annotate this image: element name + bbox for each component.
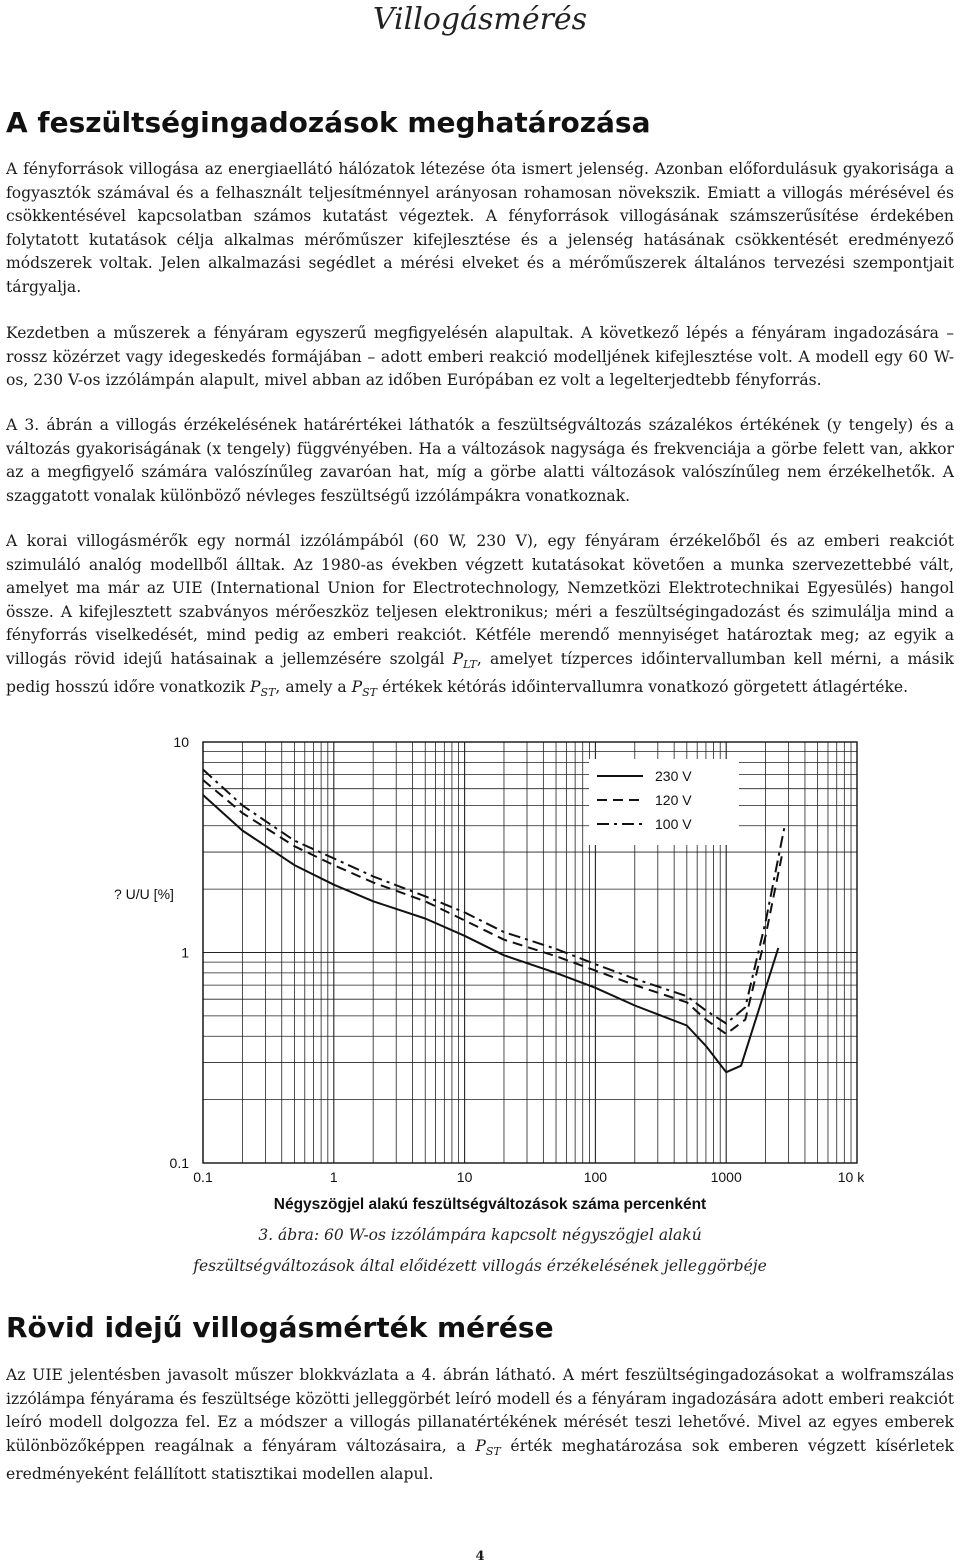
x-tick-label: 1 <box>329 1169 338 1185</box>
x-tick-label: 100 <box>583 1169 608 1185</box>
x-tick-label: 10 <box>456 1169 473 1185</box>
symbol-pst-1 <box>250 678 276 700</box>
flickermeter-text-c: , amely a <box>275 678 352 697</box>
flickermeter-text-a: A korai villogásmérők egy normál izzólámpából (60 W, 230 V), egy fényáram érzékelőből és az emberi reakciót szimuláló analóg modellből álltak. Az 1980-as években végzett kutatásokat követően a munka szervezettebbé vált, amelyet ma már az UIE (International Union for Electrotechnology, Nemzetközi Elektrotechnikai Egyesülés) hangol össze. A kifejlesztett szabványos mérőeszköz teljesen elektronikus; méri a feszültségingadozást és szimulálja mind a fényforrás viselkedését, mind pedig az emberi reakciót. Kétféle merendő mennyiséget határoztak meg; az egyik a villogás rövid idejű hatásainak a jellemzésére szolgál <box>6 532 954 668</box>
flickermeter-text-b: , amelyet tízperces időintervallumban kell mérni, a másik pedig hosszú időre vonatkozik <box>6 649 954 697</box>
symbol-pst-2-sub: ST <box>362 686 378 700</box>
paragraph-flickermeters <box>6 530 954 705</box>
intro-part-b: A fényforrások villogásának számszerűsítése érdekében folytatott kutatások célja alkalmas mérőműszer kifejlesztése és a jelenség hatásának csökkentését eredményező módszerek voltak. Jelen alkalmazási segédlet a mérési elveket és a mérőműszerek általános tervezési szempontjait tárgyalja. <box>6 207 954 296</box>
paragraph-uie-report <box>6 1364 954 1487</box>
page-number: 4 <box>475 1549 485 1564</box>
legend-label: 230 V <box>655 768 692 784</box>
paragraph-figure-reference: A 3. ábrán a villogás érzékelésének határértékei láthatók a feszültségváltozás százalékos értékének (y tengely) és a változás gyakoriságának (x tengely) függvényében. Ha a változások nagysága és frekvenciája a görbe felett van, akkor az a megfigyelő számára valószínűleg zavaróan hat, míg a görbe alatti változások valószínűleg nem érzékelhetők. A szaggatott vonalak különböző névleges feszültségű izzólámpákra vonatkoznak. <box>6 416 954 505</box>
legend-label: 100 V <box>655 816 692 832</box>
symbol-plt-sub: LT <box>463 657 477 671</box>
x-tick-label: 1000 <box>710 1169 742 1185</box>
uie-text-b: érték meghatározása sok emberen végzett kísérletek eredményeként felállított statisztikai modellen alapul. <box>6 1436 954 1484</box>
symbol-pst-3 <box>475 1436 501 1458</box>
symbol-pst-2 <box>351 678 378 700</box>
legend-label: 120 V <box>655 792 692 808</box>
symbol-pst-1-sub: ST <box>260 686 276 700</box>
y-tick-label: 1 <box>181 944 189 961</box>
x-tick-label: 0.1 <box>193 1169 213 1185</box>
flicker-perception-chart <box>100 728 865 1228</box>
section-heading-voltage-fluctuation: A feszültségingadozások meghatározása <box>6 106 651 139</box>
flickermeter-text-d: értékek kétórás időintervallumra vonatkozó görgetett átlagértéke. <box>377 678 909 697</box>
intro-part-a: A fényforrások villogása az energiaellátó hálózatok létezése óta ismert jelenség. Azonban előfordulásuk gyakorisága a fogyasztók számával és a felhasznált teljesítménnyel arányosan rohamosan növekszik. Emiatt a villogás mérésével és csökkentésével kapcsolatban számos kutatást végeztek. <box>6 160 954 225</box>
x-axis-label: Négyszögjel alakú feszültségváltozások száma percenként <box>273 1196 707 1213</box>
y-axis-label: ? U/U [%] <box>114 885 174 902</box>
symbol-pst-3-main: P <box>475 1436 486 1455</box>
chart-legend <box>589 759 739 845</box>
figure-caption-line2: feszültségváltozások által előidézett villogás érzékelésének jelleggörbéje <box>193 1257 767 1275</box>
paragraph-early-instruments: Kezdetben a műszerek a fényáram egyszerű megfigyelésén alapultak. A következő lépés a fényáram ingadozására – rossz közérzet vagy idegeskedés formájában – adott emberi reakció modelljének kifejlesztése volt. A modell egy 60 W-os, 230 V-os izzólámpán alapult, mivel abban az időben Európában ez volt a legelterjedtebb fényforrás. <box>6 324 954 389</box>
symbol-pst-3-sub: ST <box>485 1444 501 1458</box>
symbol-plt <box>452 649 477 671</box>
paragraph-intro <box>6 158 954 299</box>
figure-caption-line1: 3. ábra: 60 W-os izzólámpára kapcsolt négyszögjel alakú <box>258 1226 702 1244</box>
symbol-plt-main: P <box>452 649 464 668</box>
x-tick-label: 10 k <box>837 1169 865 1185</box>
symbol-pst-2-main: P <box>351 678 363 697</box>
running-head-title: Villogásmérés <box>372 2 588 37</box>
y-tick-label: 0.1 <box>169 1155 189 1171</box>
symbol-pst-1-main: P <box>250 678 261 697</box>
y-tick-label: 10 <box>173 734 189 750</box>
uie-text-a: Az UIE jelentésben javasolt műszer blokkvázlata a 4. ábrán látható. A mért feszültségingadozásokat a wolframszálas izzólámpa fényárama és feszültsége közötti jelleggörbét leíró modell és a fényáram ingadozására adott emberi reakciót leíró modell dolgozza fel. Ez a módszer a villogás pillanatértékének mérését teszi lehetővé. Mivel az egyes emberek különbözőképpen reagálnak a fényáram változásaira, a <box>6 1366 954 1455</box>
section-heading-short-term-flicker: Rövid idejű villogásmérték mérése <box>6 1311 554 1344</box>
